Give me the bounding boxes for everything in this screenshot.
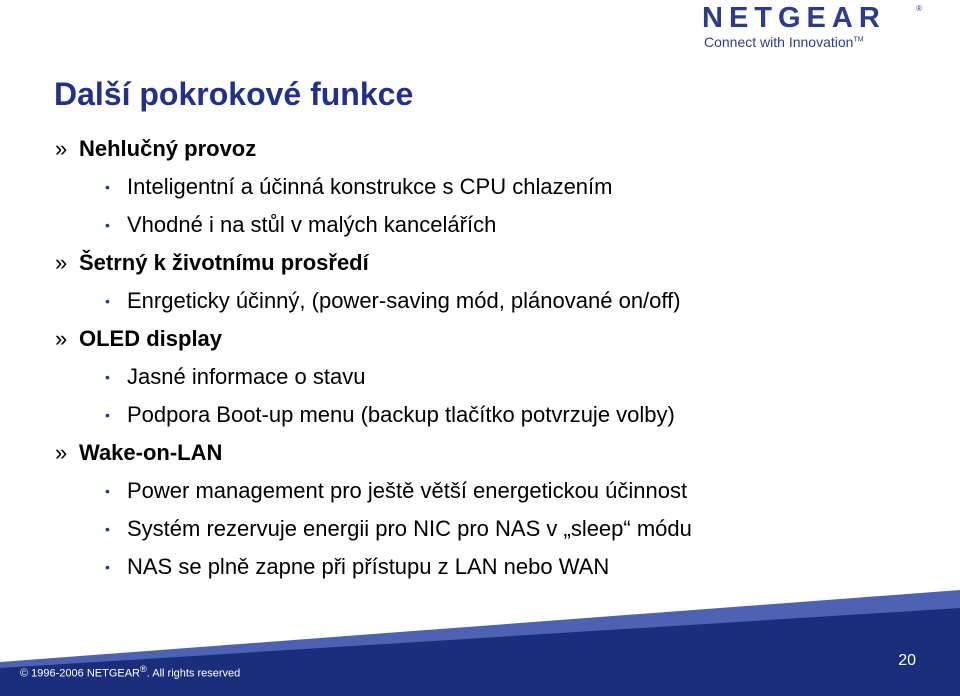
- bullet-dot-icon: •: [105, 293, 110, 309]
- bullet-dot-icon: •: [105, 483, 110, 499]
- bullet-dot-icon: •: [105, 407, 110, 423]
- bullet-item: • Jasné informace o stavu: [55, 358, 915, 396]
- section-heading: » Wake-on-LAN: [55, 434, 915, 472]
- bullet-dot-icon: •: [105, 369, 110, 385]
- bullet-item: • Power management pro ještě větší energetickou účinnost: [55, 472, 915, 510]
- page-number: 20: [898, 652, 916, 669]
- slide-content: [55, 130, 915, 586]
- bullet-item: • NAS se plně zapne při přístupu z LAN nebo WAN: [55, 548, 915, 586]
- logo-tagline: Connect with Innovation™: [704, 34, 864, 50]
- bullet-dot-icon: •: [105, 521, 110, 537]
- section-heading: » OLED display: [55, 320, 915, 358]
- logo-wordmark: NETGEAR: [702, 2, 886, 34]
- bullet-item: • Inteligentní a účinná konstrukce s CPU chlazením: [55, 168, 915, 206]
- bullet-item: • Enrgeticky účinný, (power-saving mód, plánované on/off): [55, 282, 915, 320]
- copyright-registered-mark: ®: [140, 664, 147, 674]
- chevron-bullet-icon: »: [55, 136, 68, 161]
- bullet-item: • Systém rezervuje energii pro NIC pro NAS v „sleep“ módu: [55, 510, 915, 548]
- section-heading: » Nehlučný provoz: [55, 130, 915, 168]
- bullet-item: • Podpora Boot-up menu (backup tlačítko potvrzuje volby): [55, 396, 915, 434]
- logo-trademark: TM: [853, 36, 864, 44]
- bullet-dot-icon: •: [105, 559, 110, 575]
- bullet-dot-icon: •: [105, 217, 110, 233]
- chevron-bullet-icon: »: [55, 326, 68, 351]
- chevron-bullet-icon: »: [55, 440, 68, 465]
- chevron-bullet-icon: »: [55, 250, 68, 275]
- bullet-dot-icon: •: [105, 179, 110, 195]
- section-heading: » Šetrný k životnímu prosředí: [55, 244, 915, 282]
- slide-title: Další pokrokové funkce: [54, 76, 414, 112]
- copyright-notice: © 1996-2006 NETGEAR®. All rights reserved: [20, 664, 241, 680]
- bullet-item: • Vhodné i na stůl v malých kancelářích: [55, 206, 915, 244]
- netgear-logo: [702, 2, 922, 52]
- logo-registered-mark: ®: [916, 4, 922, 13]
